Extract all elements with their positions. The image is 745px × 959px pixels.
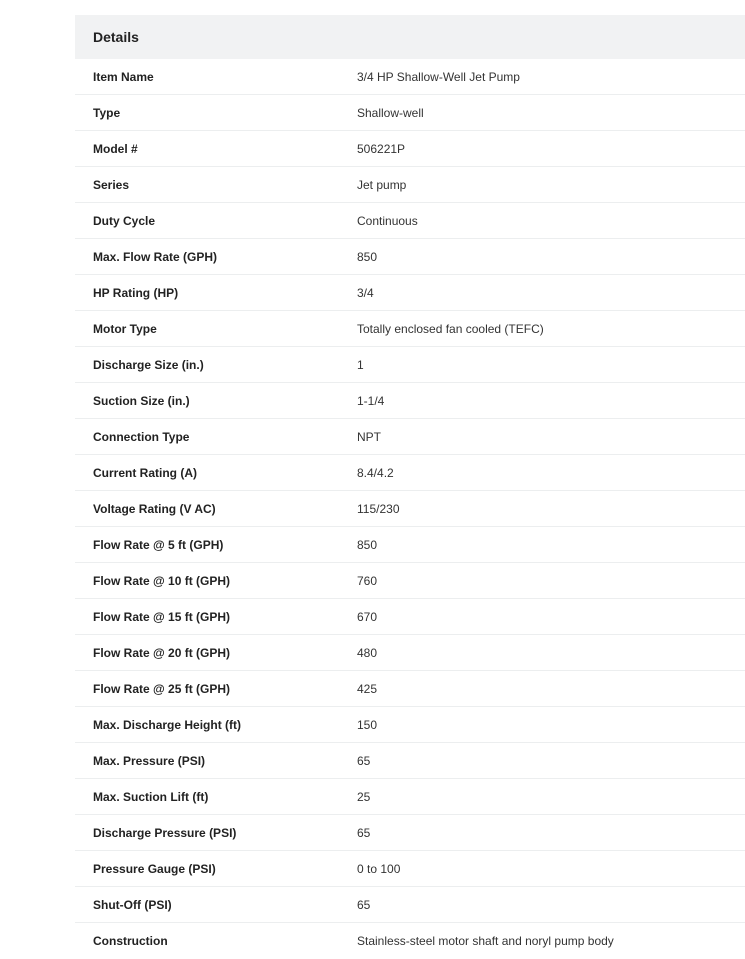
table-row (75, 635, 745, 671)
table-row (75, 455, 745, 491)
spec-value: 480 (357, 635, 745, 671)
spec-label: Discharge Size (in.) (75, 347, 357, 383)
spec-value: NPT (357, 419, 745, 455)
spec-value: 506221P (357, 131, 745, 167)
spec-label: Pressure Gauge (PSI) (75, 851, 357, 887)
table-row (75, 779, 745, 815)
table-row (75, 311, 745, 347)
spec-label: Series (75, 167, 357, 203)
spec-value: 3/4 HP Shallow-Well Jet Pump (357, 59, 745, 95)
spec-label: Current Rating (A) (75, 455, 357, 491)
spec-value: 760 (357, 563, 745, 599)
table-row (75, 347, 745, 383)
table-row (75, 239, 745, 275)
spec-label: Shut-Off (PSI) (75, 887, 357, 923)
table-row (75, 167, 745, 203)
table-row (75, 599, 745, 635)
table-row (75, 851, 745, 887)
spec-label: Motor Type (75, 311, 357, 347)
spec-value: 65 (357, 743, 745, 779)
spec-value: 0 to 100 (357, 851, 745, 887)
spec-label: Max. Flow Rate (GPH) (75, 239, 357, 275)
spec-value: 3/4 (357, 275, 745, 311)
spec-label: Flow Rate @ 5 ft (GPH) (75, 527, 357, 563)
spec-label: Duty Cycle (75, 203, 357, 239)
spec-label: Item Name (75, 59, 357, 95)
table-row (75, 491, 745, 527)
spec-value: Shallow-well (357, 95, 745, 131)
spec-value: 1-1/4 (357, 383, 745, 419)
details-header (75, 15, 745, 59)
spec-label: HP Rating (HP) (75, 275, 357, 311)
spec-label: Construction (93, 933, 168, 948)
spec-value: 25 (357, 779, 745, 815)
spec-label: Discharge Pressure (PSI) (75, 815, 357, 851)
details-title: Details (93, 29, 139, 45)
spec-label: Suction Size (in.) (75, 383, 357, 419)
spec-label: Flow Rate @ 25 ft (GPH) (75, 671, 357, 707)
spec-label: Model # (75, 131, 357, 167)
spec-value: 65 (357, 815, 745, 851)
spec-label: Flow Rate @ 10 ft (GPH) (75, 563, 357, 599)
details-panel (75, 15, 745, 958)
spec-value: 150 (357, 707, 745, 743)
spec-value: 670 (357, 599, 745, 635)
spec-value: Totally enclosed fan cooled (TEFC) (357, 311, 745, 347)
table-row (75, 95, 745, 131)
details-table-body (75, 59, 745, 958)
table-row (75, 707, 745, 743)
spec-value: 1 (357, 347, 745, 383)
spec-value: 425 (357, 671, 745, 707)
spec-label: Flow Rate @ 15 ft (GPH) (75, 599, 357, 635)
spec-value: 65 (357, 887, 745, 923)
spec-label: Max. Discharge Height (ft) (75, 707, 357, 743)
spec-label: Flow Rate @ 20 ft (GPH) (75, 635, 357, 671)
table-row (75, 563, 745, 599)
spec-label: Connection Type (75, 419, 357, 455)
table-row (75, 131, 745, 167)
spec-label: Max. Pressure (PSI) (75, 743, 357, 779)
spec-value: 8.4/4.2 (357, 455, 745, 491)
table-row (75, 923, 745, 959)
spec-value: Stainless-steel motor shaft and noryl pump body (357, 933, 614, 948)
spec-value: 115/230 (357, 491, 745, 527)
details-table (75, 59, 745, 958)
table-row (75, 275, 745, 311)
spec-label: Type (75, 95, 357, 131)
table-row (75, 743, 745, 779)
table-row (75, 887, 745, 923)
spec-label: Voltage Rating (V AC) (75, 491, 357, 527)
spec-value: Continuous (357, 203, 745, 239)
table-row (75, 527, 745, 563)
spec-value: 850 (357, 239, 745, 275)
table-row (75, 383, 745, 419)
spec-label: Max. Suction Lift (ft) (75, 779, 357, 815)
table-row (75, 815, 745, 851)
spec-value: Jet pump (357, 167, 745, 203)
table-row (75, 419, 745, 455)
table-row (75, 671, 745, 707)
table-row (75, 203, 745, 239)
spec-value: 850 (357, 527, 745, 563)
table-row (75, 59, 745, 95)
